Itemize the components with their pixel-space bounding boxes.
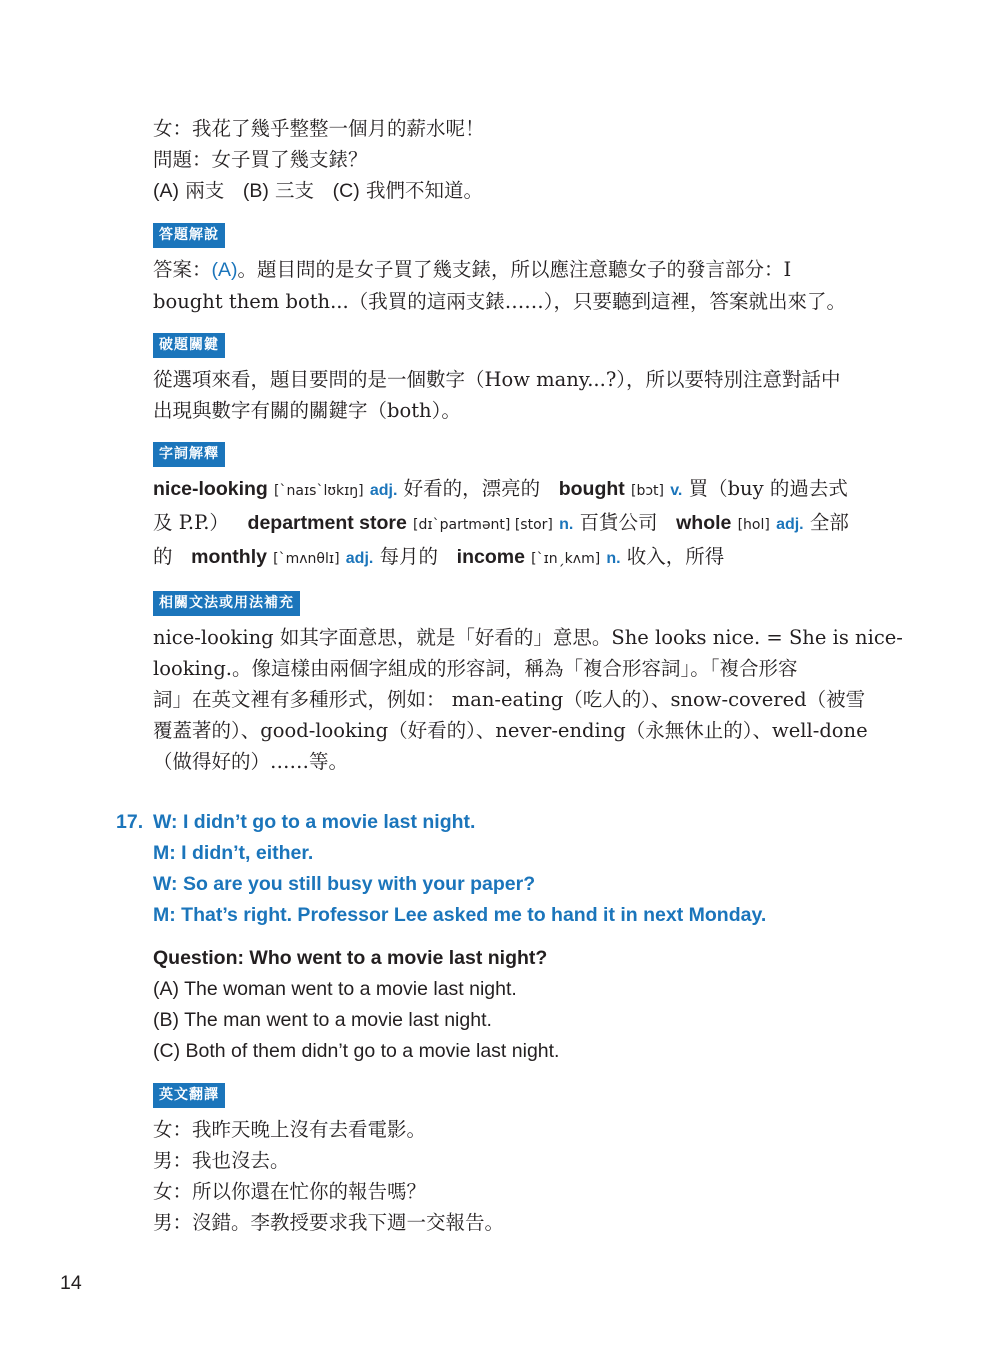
page-number: 14 [60, 1272, 82, 1294]
grammar-line: 詞」在英文裡有多種形式，例如： man-eating（吃人的）、snow-covered（被雪 [153, 688, 866, 711]
vocab-definition: 好看的，漂亮的 [403, 477, 541, 500]
option-letter: (A) [153, 978, 179, 1000]
option-text: 三支 [275, 179, 315, 202]
option-c [116, 1036, 886, 1067]
vocab-pos: n. [606, 550, 621, 567]
vocab-ipa: [bɔt] [631, 483, 664, 499]
translation-line: 男：沒錯。李教授要求我下週一交報告。 [153, 1211, 505, 1234]
option-text: The man went to a movie last night. [184, 1009, 492, 1031]
vocab-word: whole [676, 512, 732, 534]
vocab-definition: 買（buy 的過去式 [688, 477, 848, 500]
vocab-definition: 百貨公司 [579, 511, 658, 534]
option-letter: (B) [242, 180, 269, 202]
vocab-ipa: [ˋmʌnθlɪ] [273, 551, 340, 567]
dialogue-line [116, 807, 886, 838]
option-letter: (C) [153, 1040, 181, 1062]
option-text: The woman went to a movie last night. [184, 978, 517, 1000]
vocab-ipa: [hol] [737, 517, 770, 533]
vocab-word: department store [247, 512, 407, 534]
translation-tag: 英文翻譯 [153, 1083, 225, 1108]
answer-line [153, 254, 883, 286]
option-b [116, 1005, 886, 1036]
vocab-word: monthly [191, 546, 267, 568]
grammar-line: looking.。像這樣由兩個字組成的形容詞，稱為「複合形容詞」。「複合形容 [153, 657, 798, 680]
vocab-definition: 收入，所得 [626, 545, 725, 568]
option-text: 兩支 [185, 179, 225, 202]
grammar-tag: 相關文法或用法補充 [153, 591, 300, 616]
answer-value: (A) [211, 259, 238, 281]
key-point-line: 從選項來看，題目要問的是一個數字（How many...?），所以要特別注意對話中 [153, 368, 841, 391]
vocab-pos: n. [559, 516, 574, 533]
vocab-line [153, 507, 883, 541]
option-a [116, 974, 886, 1005]
vocab-pos: adj. [369, 482, 398, 499]
translation-line: 男：我也沒去。 [153, 1149, 290, 1172]
question-line: 問題：女子買了幾支錶？ [153, 148, 368, 171]
question-text: Question: Who went to a movie last night? [153, 947, 548, 969]
vocab-definition: 及 P.P.） [153, 511, 229, 534]
grammar-line: 覆蓋著的）、good-looking（好看的）、never-ending（永無休止的）、well-done [153, 719, 868, 742]
vocab-ipa: [dɪˋpartmənt] [stor] [413, 517, 553, 533]
question-number: 17. [116, 811, 144, 833]
answer-prefix: 答案： [153, 258, 212, 281]
key-point-tag: 破題關鍵 [153, 333, 225, 358]
answer-explanation-tag: 答題解說 [153, 223, 225, 248]
vocab-pos: adj. [776, 516, 804, 533]
vocab-word: nice-looking [153, 478, 268, 500]
vocab-line [153, 473, 883, 507]
key-point-line-2: 出現與數字有關的關鍵字（both）。 [153, 399, 461, 422]
vocab-pos: v. [670, 482, 683, 499]
translation-line: 女：我昨天晚上沒有去看電影。 [153, 1118, 427, 1141]
vocab-definition: 每月的 [379, 545, 439, 568]
page-content [153, 113, 903, 777]
vocab-pos: adj. [345, 550, 374, 567]
option-text: 我們不知道。 [365, 179, 483, 202]
options-line [153, 175, 883, 207]
option-letter: (C) [332, 180, 360, 202]
vocab-word: income [456, 546, 525, 568]
option-letter: (B) [153, 1009, 179, 1031]
dialogue-line: M: That’s right. Professor Lee asked me to hand it in next Monday. [153, 904, 767, 926]
translation-line: 女：所以你還在忙你的報告嗎？ [153, 1180, 427, 1203]
vocab-definition: 全部 [809, 511, 849, 534]
vocab-ipa: [ˋɪnˏkʌm] [531, 551, 601, 567]
grammar-line: （做得好的）……等。 [153, 750, 349, 773]
answer-line-2: bought them both...（我買的這兩支錶……），只要聽到這裡，答案就出來了。 [153, 290, 846, 313]
vocab-definition: 的 [153, 545, 173, 568]
option-letter: (A) [153, 180, 179, 202]
dialogue-text: W: I didn’t go to a movie last night. [153, 811, 476, 833]
vocab-word: bought [558, 478, 625, 500]
vocab-line [153, 541, 883, 575]
question-17 [116, 807, 886, 1238]
option-text: Both of them didn’t go to a movie last night. [185, 1040, 560, 1062]
vocab-ipa: [ˋnaɪsˋlʊkɪŋ] [274, 483, 364, 499]
grammar-line: nice-looking 如其字面意思，就是「好看的」意思。She looks nice. = She is nice- [153, 626, 903, 649]
answer-text: 。題目問的是女子買了幾支錶，所以應注意聽女子的發言部分：I [237, 258, 792, 281]
dialogue-line: M: I didn’t, either. [153, 842, 314, 864]
vocabulary-tag: 字詞解釋 [153, 442, 225, 467]
dialogue-line: 女：我花了幾乎整整一個月的薪水呢！ [153, 117, 485, 140]
dialogue-line: W: So are you still busy with your paper? [153, 873, 536, 895]
